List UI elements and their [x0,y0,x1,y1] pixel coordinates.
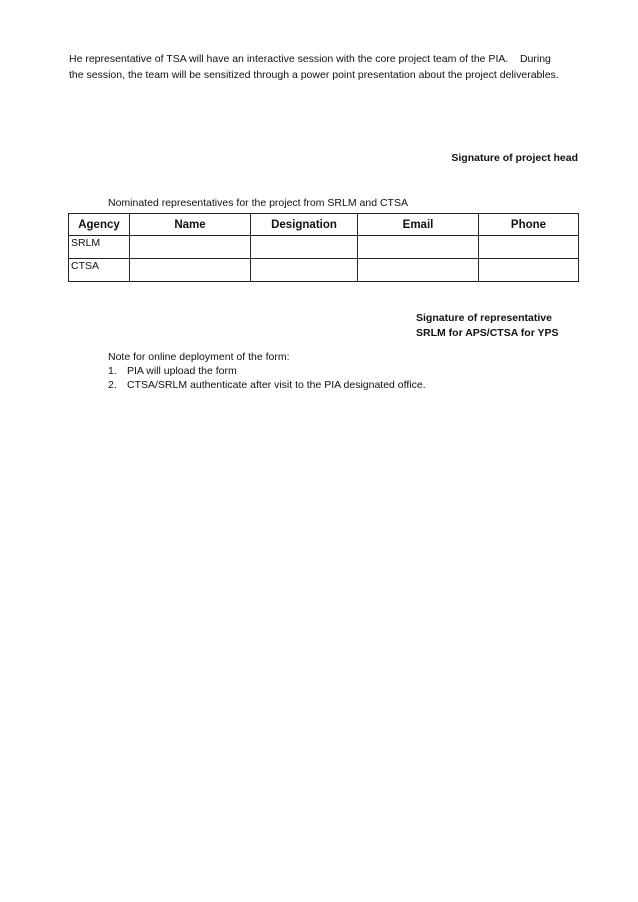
list-item [108,378,426,392]
header-designation: Designation [251,214,358,236]
representatives-table [68,213,579,282]
cell-phone[interactable] [479,236,579,259]
cell-name[interactable] [130,236,251,259]
note-list [108,364,426,392]
header-agency: Agency [69,214,130,236]
signature-representative-line-2: SRLM for APS/CTSA for YPS [416,327,559,339]
intro-paragraph [69,51,589,83]
table-row [69,236,579,259]
signature-representative-block [416,311,559,341]
intro-line-1: He representative of TSA will have an interactive session with the core project team of the PIA. During [69,53,551,65]
intro-line-2: the session, the team will be sensitized through a power point presentation about the project deliverables. [69,69,559,81]
cell-email[interactable] [358,259,479,282]
cell-phone[interactable] [479,259,579,282]
list-item-number: 1. [108,365,117,377]
list-item-text: CTSA/SRLM authenticate after visit to the PIA designated office. [127,379,426,391]
cell-agency: SRLM [69,236,130,259]
signature-project-head-label: Signature of project head [451,152,578,164]
list-item [108,364,426,378]
cell-designation[interactable] [251,259,358,282]
signature-representative-line-1: Signature of representative [416,312,552,324]
table-header-row [69,214,579,236]
cell-name[interactable] [130,259,251,282]
list-item-text: PIA will upload the form [127,365,237,377]
cell-designation[interactable] [251,236,358,259]
cell-email[interactable] [358,236,479,259]
note-title: Note for online deployment of the form: [108,351,290,363]
header-email: Email [358,214,479,236]
table-row [69,259,579,282]
list-item-number: 2. [108,379,117,391]
nominated-caption: Nominated representatives for the project from SRLM and CTSA [108,197,408,209]
header-name: Name [130,214,251,236]
cell-agency: CTSA [69,259,130,282]
header-phone: Phone [479,214,579,236]
